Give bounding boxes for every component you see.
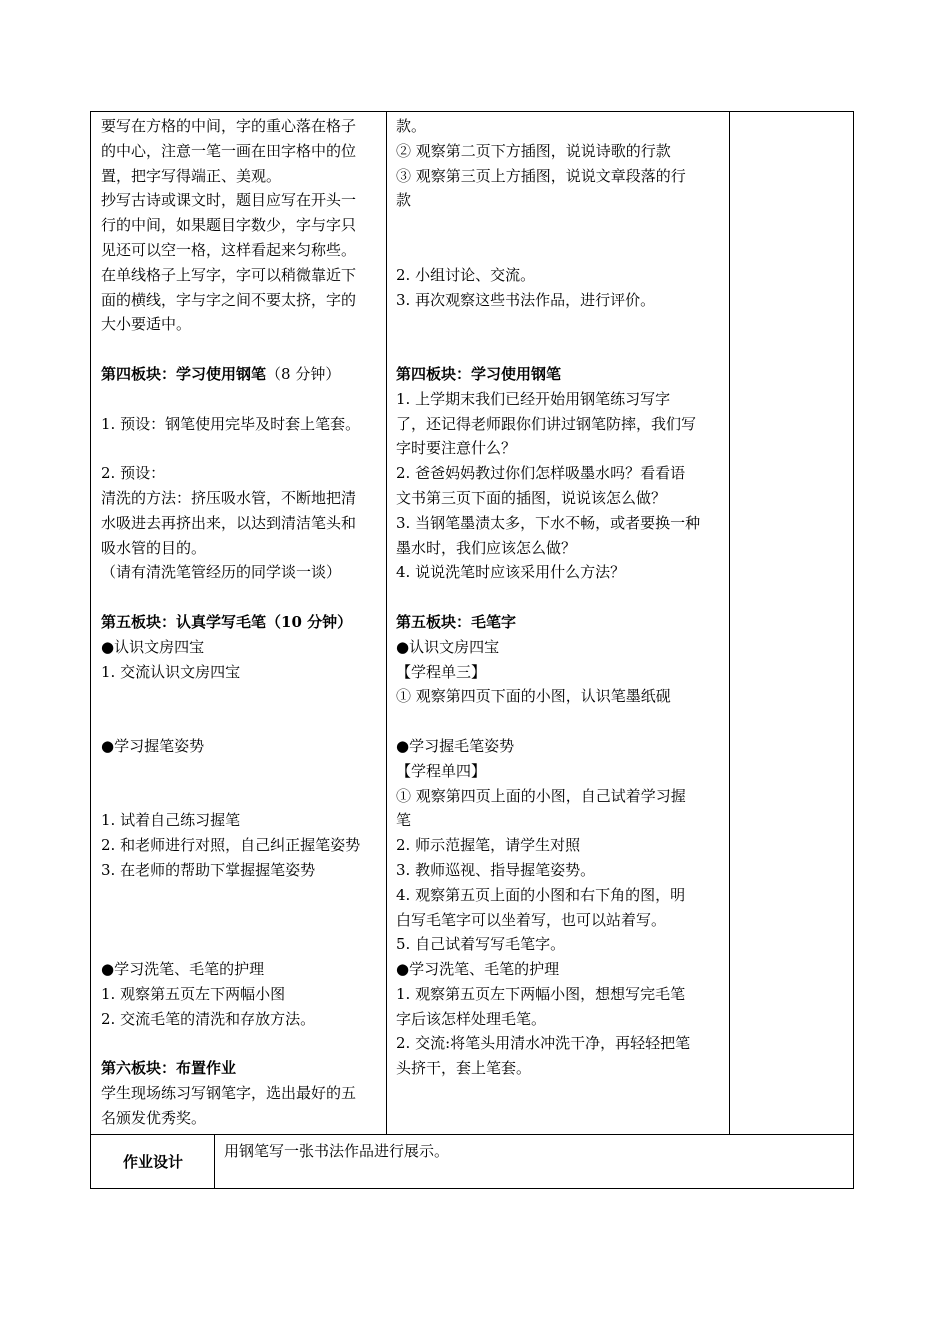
text-line xyxy=(101,114,360,139)
text-line xyxy=(101,412,360,437)
line-text: 2. 师示范握笔，请学生对照 xyxy=(396,836,581,855)
line-text: 2. 预设： xyxy=(101,464,166,483)
line-text: ③ 观察第三页上方插图，说说文章段落的行 xyxy=(396,166,686,185)
line-text: ●认识文房四宝 xyxy=(101,637,205,656)
line-text: 款。 xyxy=(396,117,427,135)
text-line xyxy=(101,213,360,238)
text-line xyxy=(396,1056,700,1081)
text-line xyxy=(396,188,700,213)
line-text: 墨水时，我们应该怎么做？ xyxy=(396,538,577,557)
text-line xyxy=(396,982,700,1007)
line-text: 2. 和老师进行对照，自己纠正握笔姿势 xyxy=(101,836,361,855)
line-text: 2. 爸爸妈妈教过你们怎样吸墨水吗？看看语 xyxy=(396,464,686,483)
line-text: 4. 说说洗笔时应该采用什么方法？ xyxy=(396,563,626,582)
line-text: 见还可以空一格，这样看起来匀称些。 xyxy=(101,240,357,259)
text-line xyxy=(101,536,360,561)
text-line xyxy=(396,536,700,561)
text-line xyxy=(396,387,700,412)
text-line xyxy=(101,1007,360,1032)
text-line xyxy=(396,808,700,833)
text-line xyxy=(396,511,700,536)
line-text: 1. 预设：钢笔使用完毕及时套上笔套。 xyxy=(101,414,361,433)
text-line xyxy=(396,114,700,139)
line-text: 了，还记得老师跟你们讲过钢笔防摔，我们写 xyxy=(396,414,697,433)
text-line xyxy=(101,957,360,982)
line-text: 名颁发优秀奖。 xyxy=(101,1108,207,1127)
line-text: 第五板块：毛笔字 xyxy=(396,612,517,631)
text-line xyxy=(396,139,700,164)
text-line xyxy=(396,263,700,288)
column-divider-left xyxy=(386,111,387,1135)
line-text: 行的中间，如果题目字数少，字与字只 xyxy=(101,216,357,235)
text-line xyxy=(101,387,360,412)
text-line xyxy=(101,312,360,337)
line-text: （请有清洗笔管经历的同学谈一谈） xyxy=(101,563,342,582)
text-line xyxy=(101,932,360,957)
text-line xyxy=(101,982,360,1007)
line-text: 1. 观察第五页左下两幅小图 xyxy=(101,984,286,1003)
line-text: 3. 当钢笔墨渍太多，下水不畅，或者要换一种 xyxy=(396,513,701,532)
line-text: 款 xyxy=(396,191,412,210)
line-text: 【学程单四】 xyxy=(396,761,487,780)
text-line xyxy=(101,238,360,263)
line-text: 1. 观察第五页左下两幅小图，想想写完毛笔 xyxy=(396,984,686,1003)
text-line xyxy=(396,610,700,635)
line-text: 2. 小组讨论、交流。 xyxy=(396,265,536,284)
line-text: 第四板块：学习使用钢笔 xyxy=(101,364,267,383)
text-line xyxy=(396,932,700,957)
text-line xyxy=(101,684,360,709)
text-line xyxy=(396,288,700,313)
line-text: 4. 观察第五页上面的小图和右下角的图，明 xyxy=(396,885,686,904)
line-text: 第六板块：布置作业 xyxy=(101,1059,237,1078)
line-text: 3. 再次观察这些书法作品，进行评价。 xyxy=(396,290,656,309)
text-line xyxy=(101,808,360,833)
line-text: ●学习握毛笔姿势 xyxy=(396,736,515,755)
line-text: 第五板块：认真学写毛笔（10 分钟） xyxy=(101,612,353,631)
text-line xyxy=(396,1031,700,1056)
line-text: 字后该怎样处理毛笔。 xyxy=(396,1009,547,1028)
line-text: 3. 在老师的帮助下掌握握笔姿势 xyxy=(101,860,316,879)
text-line xyxy=(101,908,360,933)
line-text: 第四板块：学习使用钢笔 xyxy=(396,364,562,383)
text-line xyxy=(101,709,360,734)
line-text: 【学程单三】 xyxy=(396,662,487,681)
line-text: ●学习握笔姿势 xyxy=(101,736,205,755)
text-line xyxy=(396,362,700,387)
line-text: 笔 xyxy=(396,811,412,830)
line-text: 置，把字写得端正、美观。 xyxy=(101,166,282,185)
student-activity-column xyxy=(396,114,700,1081)
line-text: 抄写古诗或课文时，题目应写在开头一 xyxy=(101,191,357,210)
text-line xyxy=(396,461,700,486)
column-divider-right xyxy=(729,111,730,1135)
line-text: 文书第三页下面的插图，说说该怎么做？ xyxy=(396,488,667,507)
text-line xyxy=(101,188,360,213)
text-line xyxy=(396,635,700,660)
text-line xyxy=(101,1031,360,1056)
line-text: 3. 教师巡视、指导握笔姿势。 xyxy=(396,860,596,879)
text-line xyxy=(396,238,700,263)
line-text: 学生现场练习写钢笔字，选出最好的五 xyxy=(101,1084,357,1103)
text-line xyxy=(101,461,360,486)
line-text: 的中心，注意一笔一画在田字格中的位 xyxy=(101,141,357,160)
line-text: ●学习洗笔、毛笔的护理 xyxy=(396,960,560,979)
line-text: 吸水管的目的。 xyxy=(101,538,207,557)
line-text: 2. 交流:将笔头用清水冲洗干净，再轻轻把笔 xyxy=(396,1034,691,1053)
text-line xyxy=(396,709,700,734)
line-suffix: （8 分钟） xyxy=(266,364,341,383)
text-line xyxy=(101,337,360,362)
line-text: 2. 交流毛笔的清洗和存放方法。 xyxy=(101,1009,316,1028)
text-line xyxy=(396,585,700,610)
line-text: 字时要注意什么？ xyxy=(396,439,517,458)
text-line xyxy=(101,784,360,809)
text-line xyxy=(101,1106,360,1131)
text-line xyxy=(101,164,360,189)
line-text: 水吸进去再挤出来，以达到清洁笔头和 xyxy=(101,513,357,532)
line-text: 面的横线，字与字之间不要太挤，字的 xyxy=(101,290,357,309)
text-line xyxy=(396,684,700,709)
text-line xyxy=(396,1007,700,1032)
text-line xyxy=(101,288,360,313)
teacher-activity-column xyxy=(101,114,360,1131)
line-text: 1. 上学期末我们已经开始用钢笔练习写字 xyxy=(396,389,671,408)
text-line xyxy=(396,858,700,883)
text-line xyxy=(396,759,700,784)
text-line xyxy=(101,883,360,908)
text-line xyxy=(396,734,700,759)
line-text: 白写毛笔字可以坐着写，也可以站着写。 xyxy=(396,910,667,929)
text-line xyxy=(396,784,700,809)
text-line xyxy=(101,610,360,635)
text-line xyxy=(101,1056,360,1081)
text-line xyxy=(396,164,700,189)
text-line xyxy=(101,436,360,461)
text-line xyxy=(396,486,700,511)
text-line xyxy=(396,908,700,933)
text-line xyxy=(101,585,360,610)
text-line xyxy=(101,139,360,164)
text-line xyxy=(396,560,700,585)
text-line xyxy=(101,734,360,759)
text-line xyxy=(101,858,360,883)
text-line xyxy=(396,436,700,461)
line-text: 1. 试着自己练习握笔 xyxy=(101,811,241,830)
homework-label-divider xyxy=(214,1134,215,1189)
text-line xyxy=(101,1081,360,1106)
line-text: 1. 交流认识文房四宝 xyxy=(101,662,241,681)
text-line xyxy=(101,635,360,660)
text-line xyxy=(101,660,360,685)
text-line xyxy=(396,660,700,685)
line-text: ① 观察第四页下面的小图，认识笔墨纸砚 xyxy=(396,687,671,706)
text-line xyxy=(396,957,700,982)
text-line xyxy=(396,412,700,437)
homework-label: 作业设计 xyxy=(122,1152,183,1171)
text-line xyxy=(101,263,360,288)
line-text: 5. 自己试着写写毛笔字。 xyxy=(396,935,566,954)
line-text: ●学习洗笔、毛笔的护理 xyxy=(101,960,265,979)
text-line xyxy=(396,312,700,337)
line-text: 在单线格子上写字，字可以稍微靠近下 xyxy=(101,265,357,284)
text-line xyxy=(396,213,700,238)
line-text: ① 观察第四页上面的小图，自己试着学习握 xyxy=(396,786,686,805)
line-text: ② 观察第二页下方插图，说说诗歌的行款 xyxy=(396,141,671,160)
text-line xyxy=(101,759,360,784)
text-line xyxy=(396,833,700,858)
homework-content: 用钢笔写一张书法作品进行展示。 xyxy=(224,1142,450,1160)
text-line xyxy=(396,337,700,362)
text-line xyxy=(396,883,700,908)
line-text: 清洗的方法：挤压吸水管，不断地把清 xyxy=(101,488,357,507)
line-text: 要写在方格的中间，字的重心落在格子 xyxy=(101,117,357,135)
text-line xyxy=(101,486,360,511)
text-line xyxy=(101,362,360,387)
text-line xyxy=(101,560,360,585)
text-line xyxy=(101,511,360,536)
line-text: 头挤干，套上笔套。 xyxy=(396,1059,532,1078)
line-text: ●认识文房四宝 xyxy=(396,637,500,656)
line-text: 大小要适中。 xyxy=(101,315,192,334)
text-line xyxy=(101,833,360,858)
